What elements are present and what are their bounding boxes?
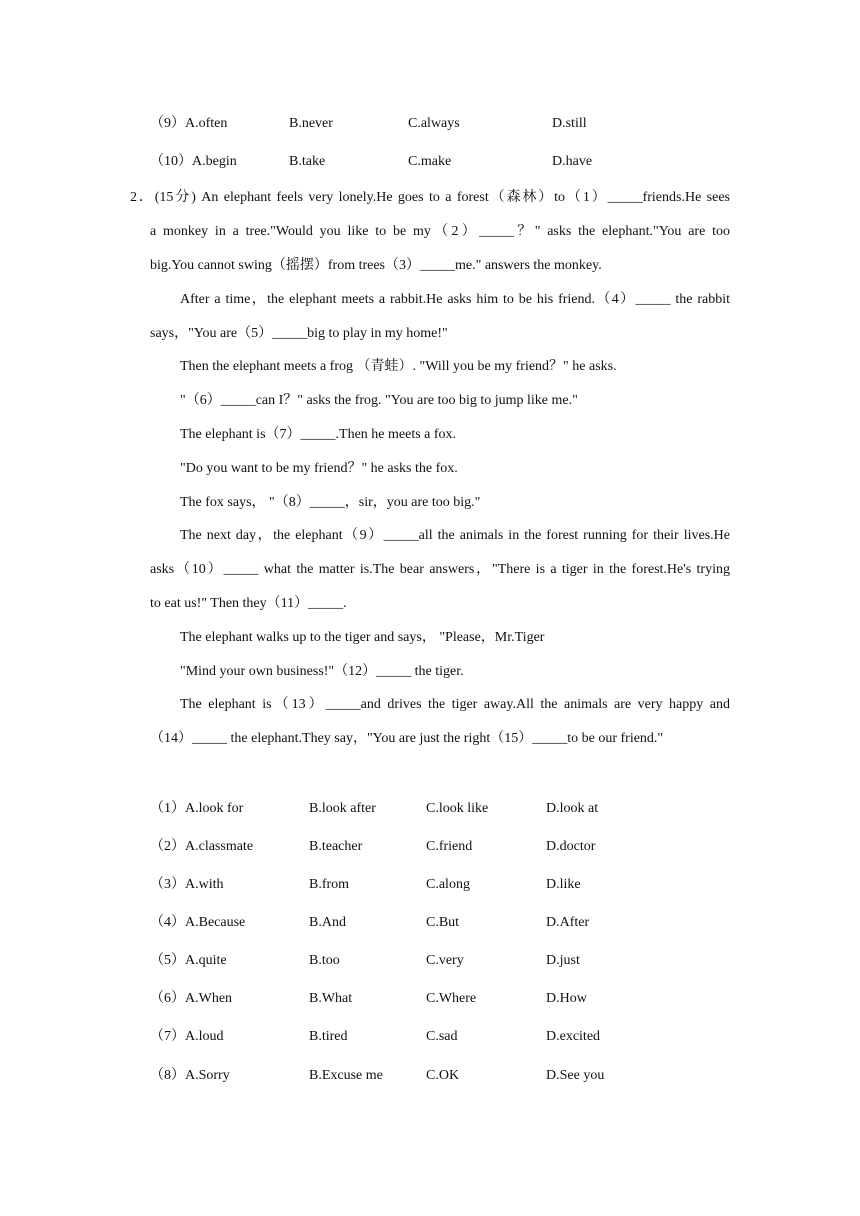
option-c: C.sad xyxy=(426,1029,458,1044)
option-b: B.look after xyxy=(309,801,376,816)
option-b: B.teacher xyxy=(309,839,363,854)
passage-line: a monkey in a tree."Would you like to be my（2）_____？" asks the elephant."You are too xyxy=(150,224,730,239)
option-c: C.friend xyxy=(426,839,473,854)
option-b: B.never xyxy=(289,116,333,131)
option-d: D.have xyxy=(552,154,593,169)
option-c: C.along xyxy=(426,877,470,892)
passage-line: The next day，the elephant（9）_____all the animals in the forest running for their lives.He xyxy=(180,528,730,543)
option-c: C.look like xyxy=(426,801,489,816)
passage-line: says，"You are（5）_____big to play in my home!" xyxy=(150,326,448,341)
option-b: B.take xyxy=(289,154,326,169)
passage-line: After a time，the elephant meets a rabbit.He asks him to be his friend.（4）_____ the rabbit xyxy=(180,292,730,307)
option-d: D.After xyxy=(546,915,590,930)
option-a: （9）A.often xyxy=(150,116,228,131)
passage-line: "（6）_____can I？" asks the frog. "You are too big to jump like me." xyxy=(180,393,578,408)
question-heading-line: 2．(15分) An elephant feels very lonely.He goes to a forest（森林）to（1）_____friends.He sees xyxy=(130,190,730,205)
option-a: （1）A.look for xyxy=(150,801,244,816)
passage-line: The elephant walks up to the tiger and says， "Please，Mr.Tiger xyxy=(180,630,545,645)
option-d: D.doctor xyxy=(546,839,596,854)
passage-line: "Mind your own business!"（12）_____ the tiger. xyxy=(180,664,464,679)
option-d: D.still xyxy=(552,116,587,131)
option-a: （3）A.with xyxy=(150,877,224,892)
option-a: （6）A.When xyxy=(150,991,233,1006)
passage-line: to eat us!" Then they（11）_____. xyxy=(150,596,347,611)
option-d: D.just xyxy=(546,953,580,968)
option-b: B.from xyxy=(309,877,350,892)
option-a: （5）A.quite xyxy=(150,953,227,968)
option-b: B.too xyxy=(309,953,340,968)
option-b: B.Excuse me xyxy=(309,1068,383,1083)
option-d: D.See you xyxy=(546,1068,605,1083)
option-d: D.How xyxy=(546,991,587,1006)
passage-line: asks（10）_____ what the matter is.The bear answers，"There is a tiger in the forest.He's trying xyxy=(150,562,730,577)
passage-line: The fox says， "（8）_____，sir，you are too big." xyxy=(180,495,481,510)
option-d: D.excited xyxy=(546,1029,601,1044)
option-c: C.OK xyxy=(426,1068,460,1083)
passage-line: big.You cannot swing（摇摆）from trees（3）_____me." answers the monkey. xyxy=(150,258,602,273)
option-c: C.But xyxy=(426,915,460,930)
option-a: （7）A.loud xyxy=(150,1029,224,1044)
option-c: C.Where xyxy=(426,991,477,1006)
option-a: （8）A.Sorry xyxy=(150,1068,230,1083)
option-a: （4）A.Because xyxy=(150,915,246,930)
option-d: D.like xyxy=(546,877,581,892)
option-c: C.make xyxy=(408,154,452,169)
passage-line: The elephant is（7）_____.Then he meets a fox. xyxy=(180,427,457,442)
option-b: B.tired xyxy=(309,1029,348,1044)
passage-line: （14）_____ the elephant.They say，"You are just the right（15）_____to be our friend." xyxy=(150,731,664,746)
option-b: B.What xyxy=(309,991,353,1006)
passage-line: The elephant is（13）_____and drives the tiger away.All the animals are very happy and xyxy=(180,697,730,712)
option-a: （10）A.begin xyxy=(150,154,237,169)
option-b: B.And xyxy=(309,915,346,930)
option-c: C.always xyxy=(408,116,460,131)
passage-line: "Do you want to be my friend？" he asks the fox. xyxy=(180,461,458,476)
option-d: D.look at xyxy=(546,801,599,816)
option-a: （2）A.classmate xyxy=(150,839,254,854)
option-c: C.very xyxy=(426,953,464,968)
passage-line: Then the elephant meets a frog （青蛙）. "Will you be my friend？" he asks. xyxy=(180,359,617,374)
